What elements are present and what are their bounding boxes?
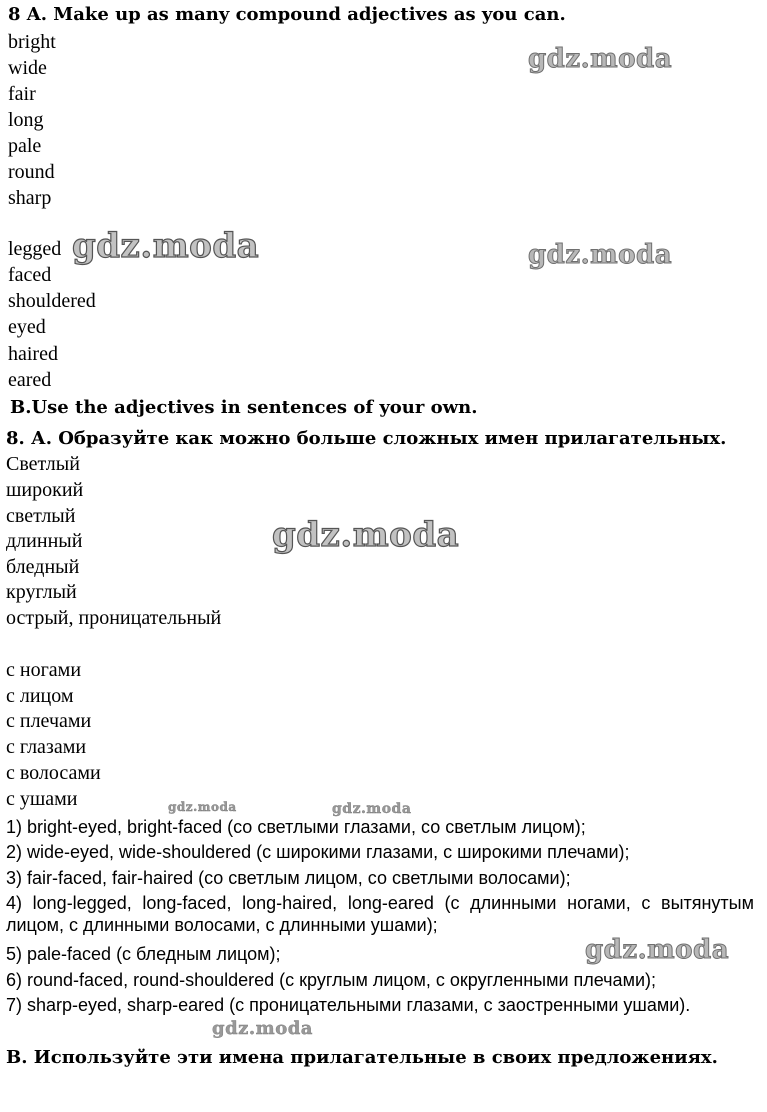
answer-3: 3) fair-faced, fair-haired (со светлым лицом, со светлыми волосами); xyxy=(6,868,571,888)
word-eyed: eyed xyxy=(8,316,46,338)
ru-second-5: с волосами xyxy=(6,762,101,784)
ru-word-1: Светлый xyxy=(6,453,80,475)
word-haired: haired xyxy=(8,343,58,365)
ru-second-6: с ушами xyxy=(6,788,78,810)
task-b-heading-en: B.Use the adjectives in sentences of your own. xyxy=(10,397,478,418)
answer-7: 7) sharp-eyed, sharp-eared (с проницательными глазами, с заостренными ушами). xyxy=(6,995,691,1015)
word-sharp: sharp xyxy=(8,187,52,209)
word-legged: legged xyxy=(8,238,62,260)
task-a-heading-ru: 8. А. Образуйте как можно больше сложных имен прилагательных. xyxy=(6,428,727,449)
word-long: long xyxy=(8,109,44,131)
ru-word-4: длинный xyxy=(6,530,83,552)
ru-second-4: с глазами xyxy=(6,736,87,758)
watermark-logo: gdz.moda xyxy=(528,44,673,74)
answer-1: 1) bright-eyed, bright-faced (со светлыми глазами, со светлым лицом); xyxy=(6,817,586,837)
ru-word-3: светлый xyxy=(6,505,76,527)
ru-second-1: с ногами xyxy=(6,659,82,681)
watermark-logo: gdz.moda xyxy=(168,800,237,814)
word-round: round xyxy=(8,161,55,183)
answer-2: 2) wide-eyed, wide-shouldered (с широкими глазами, с широкими плечами); xyxy=(6,842,630,862)
watermark-logo: gdz.moda xyxy=(332,801,412,817)
watermark-logo: gdz.moda xyxy=(272,515,460,555)
ru-word-7: острый, проницательный xyxy=(6,607,222,629)
word-wide: wide xyxy=(8,57,47,79)
answer-5: 5) pale-faced (с бледным лицом); xyxy=(6,944,281,964)
watermark-logo: gdz.moda xyxy=(72,226,260,266)
ru-second-3: с плечами xyxy=(6,710,92,732)
watermark-logo: gdz.moda xyxy=(585,935,730,965)
ru-word-2: широкий xyxy=(6,479,84,501)
word-faced: faced xyxy=(8,264,52,286)
watermark-logo: gdz.moda xyxy=(212,1018,313,1039)
word-shouldered: shouldered xyxy=(8,290,96,312)
word-bright: bright xyxy=(8,31,56,53)
watermark-logo: gdz.moda xyxy=(528,240,673,270)
answer-6: 6) round-faced, round-shouldered (с круглым лицом, с округленными плечами); xyxy=(6,970,656,990)
task-b-heading-ru: В. Используйте эти имена прилагательные в своих предложениях. xyxy=(6,1047,718,1068)
answer-4: 4) long-legged, long-faced, long-haired, long-eared (с длинными ногами, с вытянутым лицом, с длинными волосами, с длинными ушами); xyxy=(6,893,754,935)
ru-word-5: бледный xyxy=(6,556,80,578)
task-a-heading-en: 8 A. Make up as many compound adjectives as you can. xyxy=(8,4,566,25)
ru-second-2: с лицом xyxy=(6,685,74,707)
word-eared: eared xyxy=(8,369,52,391)
word-fair: fair xyxy=(8,83,36,105)
ru-word-6: круглый xyxy=(6,581,77,603)
word-pale: pale xyxy=(8,135,42,157)
